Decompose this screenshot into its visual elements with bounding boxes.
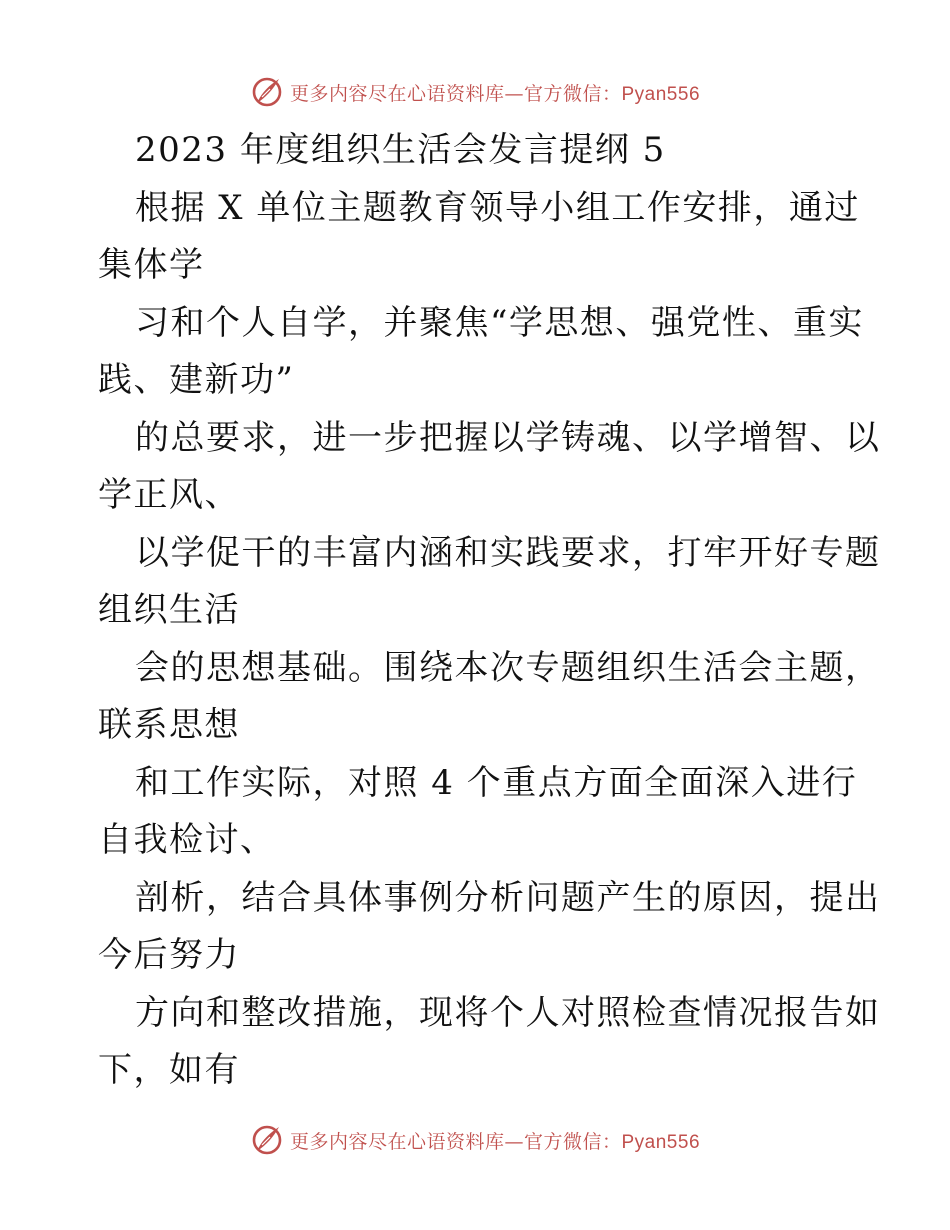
- text-line: 和工作实际，对照 4 个重点方面全面深入进行: [135, 762, 858, 803]
- text-line: 集体学: [98, 245, 205, 285]
- text-line: 学正风、: [98, 475, 240, 515]
- text-line: 联系思想: [98, 705, 240, 745]
- text-line: 自我检讨、: [98, 820, 276, 860]
- text-line: 习和个人自学，并聚焦“学思想、强党性、重实: [135, 302, 864, 343]
- text-line: 剖析，结合具体事例分析问题产生的原因，提出: [135, 877, 881, 918]
- text-line: 根据 X 单位主题教育领导小组工作安排，通过: [135, 187, 860, 228]
- text-line: 今后努力: [98, 935, 240, 975]
- text-line: 会的思想基础。围绕本次专题组织生活会主题，: [135, 647, 881, 688]
- watermark-text: 更多内容尽在心语资料库—官方微信：Pyan556: [289, 82, 701, 105]
- text-line: 方向和整改措施，现将个人对照检查情况报告如: [135, 992, 881, 1033]
- watermark-header: [0, 72, 950, 112]
- watermark-text: 更多内容尽在心语资料库—官方微信：Pyan556: [289, 1130, 701, 1153]
- text-line: 2023 年度组织生活会发言提纲 5: [135, 130, 666, 170]
- wechat-id: Pyan556: [621, 1131, 701, 1153]
- wechat-id: Pyan556: [621, 83, 701, 105]
- document-body: [98, 122, 881, 1100]
- watermark-footer: [0, 1120, 950, 1160]
- text-line: 下，如有: [98, 1050, 240, 1090]
- quill-seal-icon: [250, 1123, 284, 1157]
- quill-seal-icon: [250, 75, 284, 109]
- text-line: 践、建新功”: [98, 360, 295, 400]
- text-line: 以学促干的丰富内涵和实践要求，打牢开好专题: [135, 532, 881, 573]
- text-line: 组织生活: [98, 590, 240, 630]
- text-line: 的总要求，进一步把握以学铸魂、以学增智、以: [135, 417, 881, 458]
